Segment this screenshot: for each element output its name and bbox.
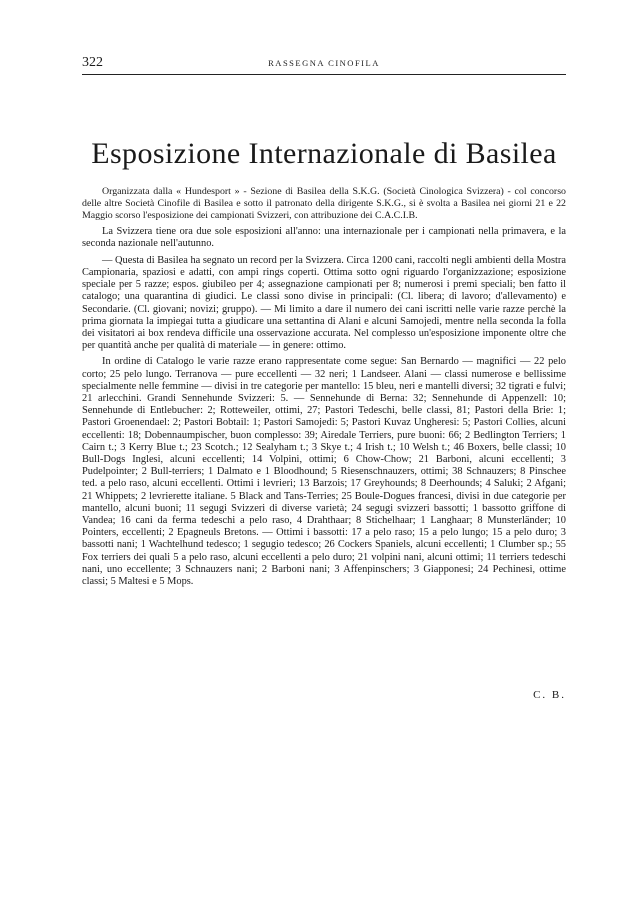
paragraph-record: — Questa di Basilea ha segnato un record per la Svizzera. Circa 1200 cani, raccolti negli ambienti della Mostra Campionaria, spaziosi e adatti, con ampi rings coperti. Ottima sotto ogni riguardo l'organizzazione; esposizione speciale per 5 razze; espos. giubileo per 4; assegnazione campionati per 8; numerosi i premi speciali; ben fatto il catalogo; una quarantina di giudici. Le classi sono divise in principali: (Cl. libera; di lavoro; d'allevamento) e Secondarie. (Cl. giovani; novizi; gruppo). — Mi limito a dare il numero dei cani iscritti nelle varie razze perchè la prima giornata la impiegai tutta a giudicare una settantina di Alani e alcuni Samojedi, mentre nella seconda la folla dei visitatori ai box rendeva difficile una osservazione accurata. Nel complesso un'esposizione imponente oltre che per quantità anche per qualità di materiale — in genere: ottimo.	[82, 254, 566, 352]
paragraph-breeds: In ordine di Catalogo le varie razze erano rappresentate come segue: San Bernardo — magnifici — 22 pelo corto; 25 pelo lungo. Terranova — pure eccellenti — 32 neri; 1 Landseer. Alani — classi numerose e bellissime specialmente nelle femmine — divisi in tre categorie per mantello: 15 bleu, neri e mantelli diversi; 32 tigrati e fulvi; 21 arlecchini. Grandi Sennehunde Svizzeri: 5. — Sennehunde di Berna: 32; Sennehunde di Appenzell: 10; Sennehunde di Entlebucher: 2; Rotteweiler, ottimi, 27; Pastori Tedeschi, belle classi, 81; Pastori della Brie: 1; Pastori Groenendael: 2; Pastori Bobtail: 1; Pastori Samojedi: 5; Pastori Kuvaz Ungheresi: 5; Pastori Collies, alcuni eccellenti: 18; Dobennaumpischer, buon complesso: 39; Airedale Terriers, pure buoni: 66; 2 Bedlington Terriers; 1 Cairn t.; 3 Kerry Blue t.; 23 Scotch.; 12 Sealyham t.; 3 Skye t.; 4 Irish t.; 10 Welsh t.; 46 Boxers, belle classi; 10 Bull-Dogs Inglesi, alcuni eccellenti; 14 Volpini, ottimi; 6 Chow-Chow; 21 Barboni, alcuni eccellenti; 3 Pudelpointer; 2 Bull-terriers; 1 Dalmato e 1 Bloodhound; 5 Riesenschnauzers, ottimi; 38 Schnauzers; 8 Pinschee ted. a pelo raso, alcuni eccellenti. Ottimi i levrieri; 13 Barzois; 17 Greyhounds; 8 Deerhounds; 4 Saluki; 2 Afgani; 21 Whippets; 2 levrierette italiane. 5 Black and Tans-Terries; 25 Boule-Dogues francesi, divisi in due categorie per mantello, alcuni buoni; 11 segugi Svizzeri di diverse varietà; 24 segugi svizzeri bassotti; 1 bassotto griffone di Vandea; 16 cani da ferma tedeschi a pelo raso, 4 Drahthaar; 8 Stichelhaar; 1 Langhaar; 8 Munsterländer; 10 Pointers, eccellenti; 2 Epagneuls Bretons. — Ottimi i bassotti: 17 a pelo raso; 15 a pelo lungo; 15 a pelo duro; 3 bassotti nani; 1 Wachtelhund tedesco; 1 segugio tedesco; 26 Cockers Spaniels, alcuni eccellenti; 1 Clumber sp.; 55 Fox terriers dei quali 5 a pelo raso, alcuni eccellenti a pelo duro; 21 volpini nani, alcuni ottimi; 11 terriers tedeschi nani, uno eccellente; 3 Schnauzers nani; 2 Barboni nani; 3 Affenpinschers; 3 Giapponesi; 24 Pechinesi, ottime classi; 5 Maltesi e 5 Mops.	[82, 356, 566, 587]
article-body	[82, 186, 566, 592]
author-signature: C. B.	[533, 689, 566, 701]
header-rule	[82, 74, 566, 75]
page-header	[82, 50, 566, 72]
page-number: 322	[82, 55, 103, 70]
paragraph-intro: Organizzata dalla « Hundesport » - Sezione di Basilea della S.K.G. (Società Cinologica Svizzera) - col concorso delle altre Società Cinofile di Basilea e sotto il patronato della dirigente S.K.G., si è svolta a Basilea nei giorni 21 e 22 Maggio scorso l'esposizione dei campionati Svizzeri, con attribuzione dei C.A.C.I.B.	[82, 186, 566, 222]
paragraph-exhibitions: La Svizzera tiene ora due sole esposizioni all'anno: una internazionale per i campionati nella primavera, e la seconda nazionale nell'autunno.	[82, 226, 566, 250]
article-title: Esposizione Internazionale di Basilea	[91, 137, 557, 170]
running-head: RASSEGNA CINOFILA	[268, 58, 380, 68]
